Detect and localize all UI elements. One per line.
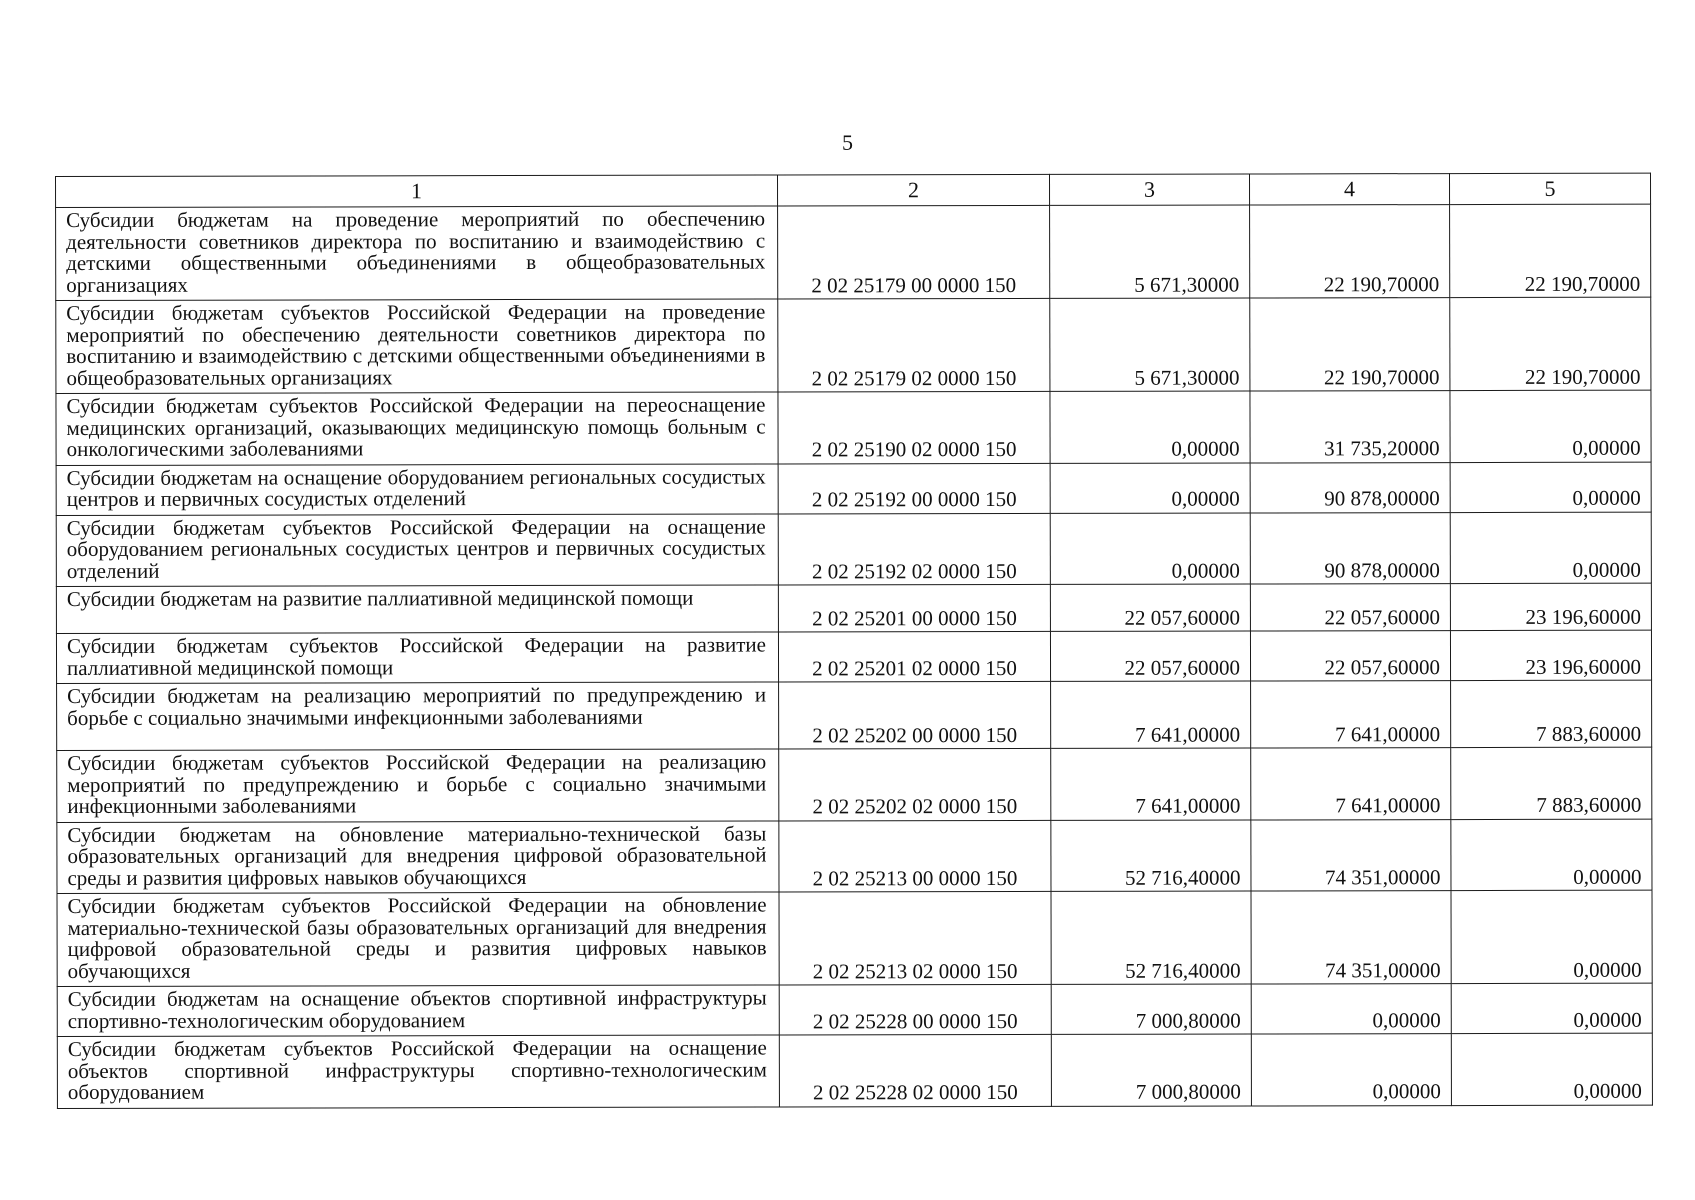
row-value-3: 22 057,60000 <box>1050 631 1250 681</box>
row-code: 2 02 25213 02 0000 150 <box>779 891 1051 985</box>
row-value-4: 7 641,00000 <box>1251 748 1451 820</box>
row-value-4: 74 351,00000 <box>1251 819 1451 891</box>
row-value-5: 0,00000 <box>1450 512 1651 584</box>
row-value-5: 0,00000 <box>1450 462 1651 512</box>
budget-table <box>55 173 1653 1109</box>
row-name: Субсидии бюджетам субъектов Российской Федерации на оснащение оборудованием региональных сосудистых центров и первичных сосудистых отделений <box>56 513 778 586</box>
table-row <box>56 297 1651 393</box>
table-row <box>57 747 1652 822</box>
row-value-5: 0,00000 <box>1450 390 1651 462</box>
row-value-4: 7 641,00000 <box>1251 681 1451 748</box>
row-code: 2 02 25228 00 0000 150 <box>779 984 1051 1035</box>
row-code: 2 02 25202 00 0000 150 <box>779 681 1051 749</box>
row-name: Субсидии бюджетам субъектов Российской Федерации на развитие паллиативной медицинской помощи <box>56 632 778 684</box>
row-code: 2 02 25190 02 0000 150 <box>778 391 1050 463</box>
row-name: Субсидии бюджетам на обновление материально-технической базы образовательных организаций для внедрения цифровой образовательной среды и развития цифровых навыков обучающихся <box>57 820 779 893</box>
row-value-3: 0,00000 <box>1050 512 1250 584</box>
row-value-4: 22 057,60000 <box>1250 631 1450 681</box>
row-value-4: 31 735,20000 <box>1250 391 1450 463</box>
row-code: 2 02 25192 00 0000 150 <box>778 463 1050 514</box>
row-value-5: 7 883,60000 <box>1451 747 1652 819</box>
column-header-1: 1 <box>56 175 778 208</box>
row-code: 2 02 25179 00 0000 150 <box>778 205 1050 299</box>
row-code: 2 02 25192 02 0000 150 <box>778 513 1050 585</box>
row-value-4: 22 057,60000 <box>1250 584 1450 631</box>
table-row <box>56 462 1651 515</box>
table-row <box>56 630 1651 683</box>
row-value-3: 22 057,60000 <box>1050 584 1250 631</box>
row-value-5: 23 196,60000 <box>1450 630 1651 680</box>
row-code: 2 02 25201 02 0000 150 <box>778 631 1050 682</box>
row-value-5: 0,00000 <box>1451 890 1652 983</box>
row-value-3: 7 000,80000 <box>1051 1034 1251 1106</box>
column-header-3: 3 <box>1049 174 1249 205</box>
row-value-4: 0,00000 <box>1251 984 1451 1034</box>
row-value-3: 0,00000 <box>1050 462 1250 512</box>
row-value-5: 7 883,60000 <box>1451 680 1652 747</box>
table-row <box>56 204 1651 300</box>
row-code: 2 02 25202 02 0000 150 <box>779 748 1051 820</box>
row-code: 2 02 25213 00 0000 150 <box>779 820 1051 892</box>
row-value-5: 0,00000 <box>1451 819 1652 891</box>
row-code: 2 02 25228 02 0000 150 <box>779 1034 1051 1106</box>
column-header-2: 2 <box>777 174 1049 206</box>
row-value-5: 22 190,70000 <box>1450 297 1651 390</box>
table-row <box>57 1033 1652 1108</box>
row-value-3: 7 641,00000 <box>1051 748 1251 820</box>
table-row <box>57 983 1652 1036</box>
row-name: Субсидии бюджетам субъектов Российской Федерации на реализацию мероприятий по предупреждению и борьбе с социально значимыми инфекционными заболеваниями <box>57 749 779 822</box>
row-name: Субсидии бюджетам субъектов Российской Федерации на переоснащение медицинских организаций, оказывающих медицинскую помощь больным с онкологическими заболеваниями <box>56 392 778 465</box>
row-value-5: 22 190,70000 <box>1450 204 1651 297</box>
row-name: Субсидии бюджетам субъектов Российской Федерации на обновление материально-технической базы образовательных организаций для внедрения цифровой образовательной среды и развития цифровых навыков обучающихся <box>57 892 779 987</box>
row-code: 2 02 25179 02 0000 150 <box>778 298 1050 392</box>
row-value-5: 0,00000 <box>1451 983 1652 1033</box>
row-value-4: 22 190,70000 <box>1250 205 1450 298</box>
row-value-4: 22 190,70000 <box>1250 298 1450 391</box>
row-value-4: 74 351,00000 <box>1251 891 1451 984</box>
row-value-3: 52 716,40000 <box>1051 891 1251 984</box>
row-name: Субсидии бюджетам на реализацию мероприятий по предупреждению и борьбе с социально значимыми инфекционными заболеваниями <box>57 682 779 751</box>
column-header-5: 5 <box>1449 173 1650 204</box>
table-row <box>57 890 1652 986</box>
row-value-4: 0,00000 <box>1251 1034 1451 1106</box>
table-row <box>56 512 1651 587</box>
page-number: 5 <box>842 130 853 155</box>
table-row <box>57 819 1652 894</box>
row-name: Субсидии бюджетам субъектов Российской Федерации на оснащение объектов спортивной инфраструктуры спортивно-технологическим оборудованием <box>57 1035 779 1108</box>
row-value-3: 7 000,80000 <box>1051 984 1251 1034</box>
row-value-5: 0,00000 <box>1451 1033 1652 1105</box>
row-value-3: 5 671,30000 <box>1050 298 1250 391</box>
row-value-5: 23 196,60000 <box>1450 583 1651 630</box>
row-name: Субсидии бюджетам на оснащение объектов спортивной инфраструктуры спортивно-технологическим оборудованием <box>57 985 779 1037</box>
row-name: Субсидии бюджетам субъектов Российской Федерации на проведение мероприятий по обеспечению деятельности советников директора по воспитанию и взаимодействию с детскими общественными объединениями в общеобразовательных организациях <box>56 299 778 394</box>
table-row <box>56 390 1651 465</box>
column-header-4: 4 <box>1249 174 1449 205</box>
table-row <box>56 583 1651 633</box>
row-value-3: 7 641,00000 <box>1051 681 1251 748</box>
row-name: Субсидии бюджетам на оснащение оборудованием региональных сосудистых центров и первичных сосудистых отделений <box>56 463 778 515</box>
row-value-3: 52 716,40000 <box>1051 819 1251 891</box>
header-row <box>56 173 1651 207</box>
row-name: Субсидии бюджетам на проведение мероприятий по обеспечению деятельности советников директора по воспитанию и взаимодействию с детскими общественными объединениями в общеобразовательных организациях <box>56 206 778 301</box>
row-value-4: 90 878,00000 <box>1250 462 1450 512</box>
row-value-3: 5 671,30000 <box>1050 205 1250 298</box>
row-code: 2 02 25201 00 0000 150 <box>778 584 1050 632</box>
row-value-3: 0,00000 <box>1050 391 1250 463</box>
table-row <box>57 680 1652 750</box>
row-name: Субсидии бюджетам на развитие паллиативной медицинской помощи <box>56 585 778 634</box>
row-value-4: 90 878,00000 <box>1250 512 1450 584</box>
